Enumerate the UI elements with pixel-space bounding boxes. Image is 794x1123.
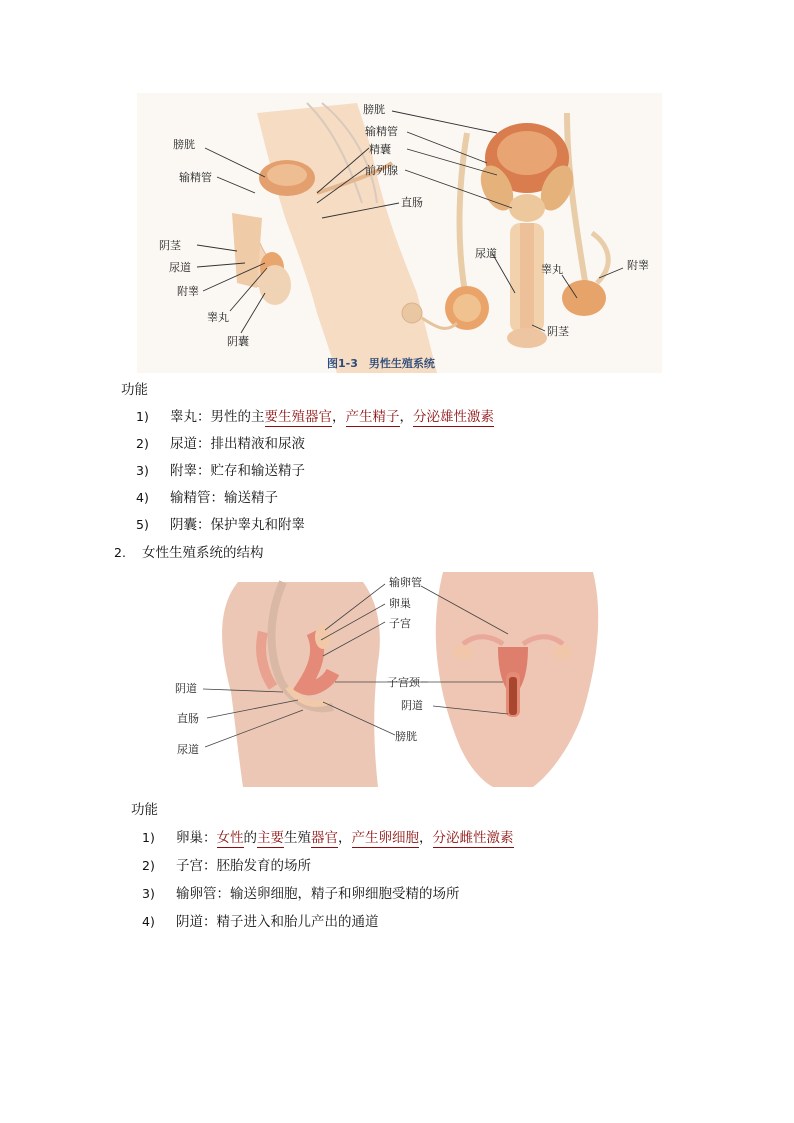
list-item [136, 408, 494, 426]
list-item-text: 输精管：输送精子 [170, 490, 278, 506]
list-item-number: 3) [142, 886, 155, 901]
list-item [136, 516, 305, 534]
list-item-text: 生殖 [284, 830, 311, 846]
label-testis: 睾丸 [207, 311, 229, 324]
highlighted-text: 女性 [216, 830, 244, 846]
male-functions-heading: 功能 [121, 382, 148, 398]
list-item [142, 885, 460, 903]
list-item-text: ， [332, 409, 346, 425]
list-item-number: 4) [142, 914, 155, 929]
list-item-number: 2) [142, 858, 155, 873]
list-item-text: ， [399, 409, 413, 425]
label-bladder: 膀胱 [395, 730, 417, 743]
list-item-number: 3) [136, 463, 149, 478]
list-item-text: 子宫：胚胎发育的场所 [176, 858, 311, 874]
list-item-number: 5) [136, 517, 149, 532]
list-item-number: 2) [136, 436, 149, 451]
list-item [136, 462, 305, 480]
label-urethra: 尿道 [169, 261, 191, 274]
list-item-text: ， [419, 830, 433, 846]
label-scrotum: 阴囊 [227, 335, 249, 348]
list-item-text: ， [338, 830, 352, 846]
label-prostate: 前列腺 [365, 164, 398, 177]
list-item [136, 435, 305, 453]
female-functions-heading: 功能 [131, 802, 158, 818]
highlighted-text: 产生精子 [345, 409, 400, 425]
list-item [136, 489, 278, 507]
list-item-text: 阴道：精子进入和胎儿产出的通道 [176, 914, 379, 930]
section-number: 2. [114, 545, 126, 560]
section-heading [114, 544, 264, 562]
highlighted-text: 要生殖器官 [264, 409, 332, 425]
list-item-number: 4) [136, 490, 149, 505]
list-item-text: 尿道：排出精液和尿液 [170, 436, 305, 452]
label-ovary: 卵巢 [389, 597, 411, 610]
list-item [142, 857, 311, 875]
highlighted-text: 器官 [311, 830, 338, 846]
list-item-text: 睾丸：男性的主 [170, 409, 265, 425]
label-vagina: 阴道 [175, 682, 197, 695]
list-item [142, 829, 514, 847]
highlighted-text: 主要 [257, 830, 284, 846]
label-bladder: 膀胱 [173, 138, 195, 151]
label-epididymis: 附睾 [177, 285, 199, 298]
list-item-text: 阴囊：保护睾丸和附睾 [170, 517, 305, 533]
label-rectum: 直肠 [177, 712, 199, 725]
list-item-text: 的 [243, 830, 257, 846]
label-bladder-right: 膀胱 [363, 103, 385, 116]
list-item-number: 1) [136, 409, 149, 424]
label-urethra-right: 尿道 [475, 247, 497, 260]
list-item-text: 附睾：贮存和输送精子 [170, 463, 305, 479]
label-urethra: 尿道 [177, 743, 199, 756]
label-uterus: 子宫 [389, 617, 411, 630]
label-oviduct: 输卵管 [389, 576, 422, 589]
label-penis: 阴茎 [159, 239, 181, 252]
highlighted-text: 分泌雄性激素 [413, 409, 494, 425]
label-vagina-right: 阴道 [401, 699, 423, 712]
label-seminal-vesicle: 精囊 [369, 143, 391, 156]
male-reproductive-figure [137, 93, 662, 373]
list-item-text: 卵巢： [176, 830, 217, 846]
label-cervix: 子宫颈 [387, 676, 420, 689]
label-vas-deferens-right: 输精管 [365, 125, 398, 138]
list-item-text: 输卵管：输送卵细胞，精子和卵细胞受精的场所 [176, 886, 460, 902]
list-item [142, 913, 379, 931]
label-penis-right: 阴茎 [547, 325, 569, 338]
label-rectum: 直肠 [401, 196, 423, 209]
highlighted-text: 分泌雌性激素 [432, 830, 514, 846]
section-title: 女性生殖系统的结构 [142, 545, 264, 561]
label-vas-deferens: 输精管 [179, 171, 212, 184]
female-reproductive-figure [163, 572, 635, 787]
highlighted-text: 产生卵细胞 [351, 830, 419, 846]
label-epididymis-right: 附睾 [627, 259, 649, 272]
label-testis-right: 睾丸 [541, 263, 563, 276]
figure-caption: 图1-3 男性生殖系统 [327, 357, 435, 370]
list-item-number: 1) [142, 830, 155, 845]
